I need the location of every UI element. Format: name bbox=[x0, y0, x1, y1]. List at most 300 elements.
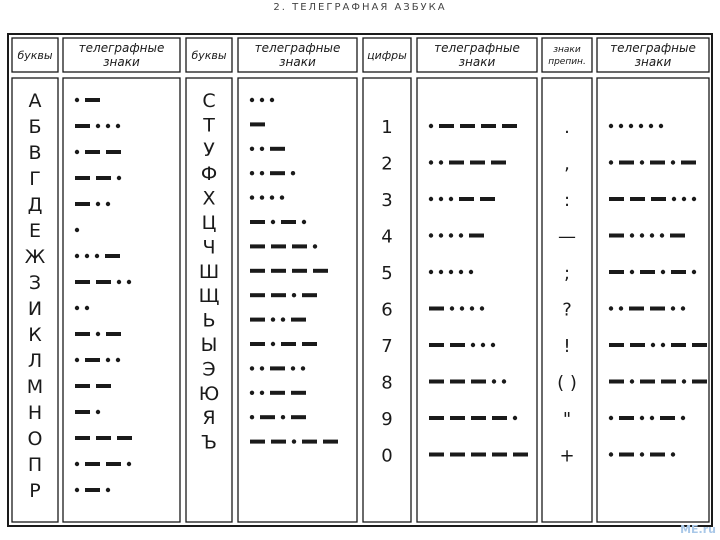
dot-mark bbox=[271, 342, 275, 346]
symbol-label: У bbox=[203, 138, 215, 161]
code-letters1-13 bbox=[75, 436, 132, 440]
punct-symbol: ! bbox=[563, 336, 571, 357]
dot-mark bbox=[250, 415, 254, 419]
dot-mark bbox=[271, 220, 275, 224]
dash-mark bbox=[292, 269, 307, 273]
code-letters2-11 bbox=[250, 366, 305, 370]
dash-mark bbox=[460, 124, 475, 128]
code-digits-8 bbox=[429, 416, 517, 420]
dot-mark bbox=[250, 98, 254, 102]
symbol-label: Ь bbox=[202, 309, 216, 332]
code-letters2-8 bbox=[250, 293, 317, 297]
dash-mark bbox=[429, 307, 444, 311]
dash-mark bbox=[260, 415, 275, 419]
dash-mark bbox=[96, 280, 111, 284]
symbol-label: Ф bbox=[200, 163, 218, 186]
header-digits: цифры bbox=[367, 49, 407, 62]
code-digits-3 bbox=[429, 233, 484, 237]
dot-mark bbox=[661, 270, 665, 274]
dot-mark bbox=[439, 270, 443, 274]
dash-mark bbox=[292, 244, 307, 248]
dot-mark bbox=[650, 233, 654, 237]
dash-mark bbox=[629, 307, 644, 311]
dot-mark bbox=[682, 197, 686, 201]
symbol-label: Ж bbox=[24, 246, 46, 268]
dot-mark bbox=[640, 233, 644, 237]
dash-mark bbox=[492, 416, 507, 420]
dash-mark bbox=[250, 440, 265, 444]
dash-mark bbox=[619, 416, 634, 420]
code-letters2-4 bbox=[250, 195, 284, 199]
header-letters: буквы bbox=[191, 49, 227, 62]
dash-mark bbox=[313, 269, 328, 273]
dot-mark bbox=[96, 332, 100, 336]
symbol-label: П bbox=[27, 454, 43, 476]
dot-mark bbox=[649, 124, 653, 128]
dash-mark bbox=[75, 332, 90, 336]
dot-mark bbox=[85, 254, 89, 258]
symbol-label: Н bbox=[27, 402, 43, 424]
symbol-label: Е bbox=[28, 220, 42, 242]
code-letters1-10 bbox=[75, 358, 120, 362]
dash-mark bbox=[450, 343, 465, 347]
dot-mark bbox=[619, 124, 623, 128]
symbol-label: 1 bbox=[381, 117, 393, 138]
dash-mark bbox=[106, 150, 121, 154]
dot-mark bbox=[301, 366, 305, 370]
dash-mark bbox=[450, 380, 465, 384]
symbol-label: Щ bbox=[198, 285, 220, 308]
dot-mark bbox=[250, 195, 254, 199]
code-letters2-3 bbox=[250, 171, 295, 175]
symbol-label: Ъ bbox=[201, 431, 217, 454]
dot-mark bbox=[75, 462, 79, 466]
header-signs: телеграфные знаки bbox=[254, 41, 341, 69]
dot-mark bbox=[270, 195, 274, 199]
dash-mark bbox=[271, 269, 286, 273]
dot-mark bbox=[630, 270, 634, 274]
dot-mark bbox=[491, 343, 495, 347]
dot-mark bbox=[640, 160, 644, 164]
code-letters1-0 bbox=[75, 98, 100, 102]
dash-mark bbox=[75, 280, 90, 284]
code-punct-2 bbox=[609, 197, 696, 201]
dash-mark bbox=[661, 380, 676, 384]
dash-mark bbox=[302, 293, 317, 297]
dash-mark bbox=[450, 453, 465, 457]
dash-mark bbox=[470, 161, 485, 165]
dot-mark bbox=[260, 366, 264, 370]
body-box bbox=[238, 78, 357, 522]
dash-mark bbox=[671, 270, 686, 274]
symbol-label: З bbox=[28, 272, 42, 294]
code-digits-1 bbox=[429, 160, 506, 164]
dash-mark bbox=[323, 440, 338, 444]
dash-mark bbox=[281, 342, 296, 346]
code-letters1-2 bbox=[75, 150, 121, 154]
dot-mark bbox=[502, 379, 506, 383]
dot-mark bbox=[671, 306, 675, 310]
dash-mark bbox=[609, 234, 624, 238]
dot-mark bbox=[672, 197, 676, 201]
symbol-label: 9 bbox=[381, 409, 393, 430]
code-letters2-5 bbox=[250, 220, 306, 224]
dot-mark bbox=[681, 416, 685, 420]
dot-mark bbox=[292, 293, 296, 297]
code-digits-6 bbox=[429, 343, 495, 347]
header-letters: буквы bbox=[17, 49, 53, 62]
dash-mark bbox=[270, 171, 285, 175]
code-digits-7 bbox=[429, 379, 506, 383]
dash-mark bbox=[429, 380, 444, 384]
code-punct-0 bbox=[609, 124, 663, 128]
punct-symbol: " bbox=[562, 409, 572, 430]
dot-mark bbox=[250, 366, 254, 370]
dash-mark bbox=[85, 98, 100, 102]
dot-mark bbox=[470, 306, 474, 310]
dot-mark bbox=[75, 358, 79, 362]
dash-mark bbox=[651, 197, 666, 201]
dot-mark bbox=[661, 343, 665, 347]
dot-mark bbox=[660, 233, 664, 237]
dash-mark bbox=[471, 416, 486, 420]
dot-mark bbox=[513, 416, 517, 420]
dash-mark bbox=[96, 384, 111, 388]
dash-mark bbox=[291, 318, 306, 322]
dot-mark bbox=[459, 233, 463, 237]
code-letters2-7 bbox=[250, 269, 328, 273]
dash-mark bbox=[270, 147, 285, 151]
dot-mark bbox=[250, 147, 254, 151]
dash-mark bbox=[75, 384, 90, 388]
dash-mark bbox=[450, 416, 465, 420]
dash-mark bbox=[250, 220, 265, 224]
code-punct-9 bbox=[609, 452, 675, 456]
dot-mark bbox=[106, 202, 110, 206]
header-signs: телеграфные знаки bbox=[78, 41, 165, 69]
dash-mark bbox=[650, 307, 665, 311]
dot-mark bbox=[96, 202, 100, 206]
dash-mark bbox=[271, 293, 286, 297]
punct-symbol: ; bbox=[563, 263, 571, 284]
code-punct-6 bbox=[609, 343, 707, 347]
punct-symbol: — bbox=[558, 226, 576, 248]
code-letters1-15 bbox=[75, 488, 110, 492]
header-signs: телеграфные знаки bbox=[434, 41, 520, 69]
dot-mark bbox=[480, 306, 484, 310]
dash-mark bbox=[609, 270, 624, 274]
dot-mark bbox=[449, 270, 453, 274]
dot-mark bbox=[75, 306, 79, 310]
dot-mark bbox=[313, 244, 317, 248]
dot-mark bbox=[450, 306, 454, 310]
dot-mark bbox=[471, 343, 475, 347]
dot-mark bbox=[630, 379, 634, 383]
dash-mark bbox=[106, 332, 121, 336]
code-digits-9 bbox=[429, 453, 528, 457]
punct-symbol: ? bbox=[562, 299, 572, 321]
dot-mark bbox=[640, 452, 644, 456]
watermark-logo: ME.ru bbox=[680, 523, 716, 536]
dot-mark bbox=[459, 270, 463, 274]
dot-mark bbox=[429, 160, 433, 164]
dot-mark bbox=[609, 452, 613, 456]
dash-mark bbox=[609, 343, 624, 347]
dash-mark bbox=[491, 161, 506, 165]
dash-mark bbox=[302, 342, 317, 346]
symbol-label: И bbox=[27, 298, 43, 320]
symbol-label: Ы bbox=[200, 334, 218, 356]
dash-mark bbox=[85, 150, 100, 154]
dash-mark bbox=[650, 453, 665, 457]
dot-mark bbox=[449, 197, 453, 201]
code-digits-2 bbox=[429, 197, 495, 201]
code-punct-7 bbox=[609, 379, 707, 383]
dot-mark bbox=[75, 98, 79, 102]
dash-mark bbox=[469, 234, 484, 238]
code-letters2-9 bbox=[250, 317, 306, 321]
code-letters1-9 bbox=[75, 332, 121, 336]
symbol-label: Ю bbox=[198, 382, 220, 405]
dot-mark bbox=[609, 416, 613, 420]
dot-mark bbox=[96, 124, 100, 128]
dot-mark bbox=[85, 306, 89, 310]
table-frame bbox=[8, 34, 712, 526]
dash-mark bbox=[302, 440, 317, 444]
symbol-label: Л bbox=[27, 350, 43, 372]
symbol-label: Ш bbox=[198, 260, 220, 283]
dash-mark bbox=[106, 462, 121, 466]
dot-mark bbox=[291, 366, 295, 370]
symbol-label: 5 bbox=[381, 263, 393, 284]
dot-mark bbox=[116, 124, 120, 128]
dot-mark bbox=[117, 176, 121, 180]
dot-mark bbox=[270, 98, 274, 102]
dash-mark bbox=[609, 380, 624, 384]
symbol-label: 7 bbox=[381, 336, 393, 357]
dot-mark bbox=[75, 150, 79, 154]
dash-mark bbox=[449, 161, 464, 165]
dot-mark bbox=[271, 317, 275, 321]
symbol-label: Ц bbox=[201, 212, 217, 234]
dash-mark bbox=[429, 453, 444, 457]
dot-mark bbox=[281, 317, 285, 321]
code-digits-5 bbox=[429, 306, 484, 310]
code-letters1-12 bbox=[75, 410, 100, 414]
dot-mark bbox=[75, 488, 79, 492]
code-letters1-3 bbox=[75, 176, 121, 180]
dot-mark bbox=[460, 306, 464, 310]
punct-symbol: + bbox=[559, 445, 575, 467]
dash-mark bbox=[492, 453, 507, 457]
symbol-label: Я bbox=[202, 407, 216, 430]
dot-mark bbox=[106, 488, 110, 492]
dot-mark bbox=[439, 233, 443, 237]
code-digits-0 bbox=[429, 124, 517, 128]
dot-mark bbox=[650, 416, 654, 420]
code-letters1-1 bbox=[75, 124, 120, 128]
symbol-label: Э bbox=[202, 358, 216, 381]
dot-mark bbox=[260, 98, 264, 102]
dot-mark bbox=[429, 233, 433, 237]
dot-mark bbox=[449, 233, 453, 237]
dash-mark bbox=[630, 343, 645, 347]
symbol-label: А bbox=[28, 90, 42, 112]
dash-mark bbox=[85, 488, 100, 492]
dot-mark bbox=[127, 280, 131, 284]
code-punct-8 bbox=[609, 416, 685, 420]
symbol-label: 4 bbox=[381, 226, 393, 248]
dot-mark bbox=[292, 439, 296, 443]
symbol-label: Ч bbox=[202, 236, 216, 259]
dot-mark bbox=[250, 171, 254, 175]
table-caption: 2. ТЕЛЕГРАФНАЯ АЗБУКА bbox=[273, 2, 447, 13]
punct-symbol: : bbox=[563, 190, 571, 211]
code-letters1-8 bbox=[75, 306, 89, 310]
dash-mark bbox=[630, 197, 645, 201]
dash-mark bbox=[75, 202, 90, 206]
code-letters2-0 bbox=[250, 98, 274, 102]
code-letters1-7 bbox=[75, 280, 131, 284]
dash-mark bbox=[609, 197, 624, 201]
dash-mark bbox=[671, 343, 686, 347]
dot-mark bbox=[639, 124, 643, 128]
dot-mark bbox=[481, 343, 485, 347]
dash-mark bbox=[471, 453, 486, 457]
code-letters2-14 bbox=[250, 439, 338, 443]
dot-mark bbox=[106, 124, 110, 128]
code-letters2-2 bbox=[250, 147, 285, 151]
dot-mark bbox=[630, 233, 634, 237]
dash-mark bbox=[96, 176, 111, 180]
dash-mark bbox=[250, 269, 265, 273]
dot-mark bbox=[280, 195, 284, 199]
code-letters1-11 bbox=[75, 384, 111, 388]
dot-mark bbox=[250, 391, 254, 395]
dot-mark bbox=[260, 147, 264, 151]
dash-mark bbox=[660, 416, 675, 420]
dot-mark bbox=[291, 171, 295, 175]
dot-mark bbox=[609, 160, 613, 164]
dash-mark bbox=[502, 124, 517, 128]
header-signs: телеграфные знаки bbox=[610, 41, 696, 69]
dash-mark bbox=[85, 462, 100, 466]
dot-mark bbox=[439, 197, 443, 201]
code-punct-5 bbox=[609, 306, 685, 310]
dot-mark bbox=[75, 228, 79, 232]
dash-mark bbox=[291, 391, 306, 395]
dot-mark bbox=[302, 220, 306, 224]
symbol-label: Т bbox=[203, 114, 215, 137]
dash-mark bbox=[250, 318, 265, 322]
code-letters1-14 bbox=[75, 462, 131, 466]
dash-mark bbox=[281, 220, 296, 224]
symbol-label: Д bbox=[27, 194, 43, 216]
symbol-label: 2 bbox=[381, 153, 393, 175]
dot-mark bbox=[609, 124, 613, 128]
dot-mark bbox=[260, 391, 264, 395]
dash-mark bbox=[270, 366, 285, 370]
dot-mark bbox=[75, 254, 79, 258]
dot-mark bbox=[681, 306, 685, 310]
dot-mark bbox=[127, 462, 131, 466]
dash-mark bbox=[429, 416, 444, 420]
symbol-label: 3 bbox=[381, 190, 393, 211]
code-letters1-4 bbox=[75, 202, 110, 206]
dash-mark bbox=[250, 342, 265, 346]
dot-mark bbox=[117, 280, 121, 284]
symbol-label: М bbox=[26, 376, 44, 398]
code-letters2-13 bbox=[250, 415, 306, 419]
dash-mark bbox=[105, 254, 120, 258]
code-letters1-5 bbox=[75, 228, 79, 232]
dot-mark bbox=[429, 270, 433, 274]
code-punct-4 bbox=[609, 270, 696, 274]
dash-mark bbox=[271, 244, 286, 248]
dash-mark bbox=[429, 343, 444, 347]
dash-mark bbox=[250, 122, 265, 126]
dash-mark bbox=[75, 436, 90, 440]
dash-mark bbox=[640, 380, 655, 384]
dot-mark bbox=[260, 195, 264, 199]
symbol-label: Х bbox=[202, 187, 216, 210]
dot-mark bbox=[439, 160, 443, 164]
dot-mark bbox=[95, 254, 99, 258]
punct-symbol: . bbox=[564, 117, 570, 138]
code-punct-1 bbox=[609, 160, 696, 164]
dot-mark bbox=[671, 452, 675, 456]
dash-mark bbox=[117, 436, 132, 440]
dash-mark bbox=[270, 391, 285, 395]
dot-mark bbox=[609, 306, 613, 310]
dash-mark bbox=[619, 161, 634, 165]
dash-mark bbox=[640, 270, 655, 274]
body-box bbox=[63, 78, 180, 522]
dot-mark bbox=[692, 270, 696, 274]
code-letters2-1 bbox=[250, 122, 265, 126]
dash-mark bbox=[480, 197, 495, 201]
dot-mark bbox=[116, 358, 120, 362]
symbol-label: 8 bbox=[381, 372, 393, 394]
dash-mark bbox=[650, 161, 665, 165]
dash-mark bbox=[692, 343, 707, 347]
dot-mark bbox=[619, 306, 623, 310]
dot-mark bbox=[629, 124, 633, 128]
dash-mark bbox=[271, 440, 286, 444]
dot-mark bbox=[429, 197, 433, 201]
dot-mark bbox=[682, 379, 686, 383]
dash-mark bbox=[291, 415, 306, 419]
dash-mark bbox=[459, 197, 474, 201]
dot-mark bbox=[492, 379, 496, 383]
code-letters2-6 bbox=[250, 244, 317, 248]
punct-symbol: ( ) bbox=[557, 372, 577, 394]
dash-mark bbox=[250, 293, 265, 297]
symbol-label: Б bbox=[28, 116, 42, 138]
dash-mark bbox=[439, 124, 454, 128]
symbol-label: О bbox=[27, 428, 43, 450]
dash-mark bbox=[85, 358, 100, 362]
dash-mark bbox=[513, 453, 528, 457]
code-digits-4 bbox=[429, 270, 473, 274]
dot-mark bbox=[469, 270, 473, 274]
dash-mark bbox=[692, 380, 707, 384]
code-letters2-12 bbox=[250, 391, 306, 395]
dot-mark bbox=[659, 124, 663, 128]
dash-mark bbox=[96, 436, 111, 440]
dot-mark bbox=[651, 343, 655, 347]
symbol-label: С bbox=[202, 90, 216, 112]
